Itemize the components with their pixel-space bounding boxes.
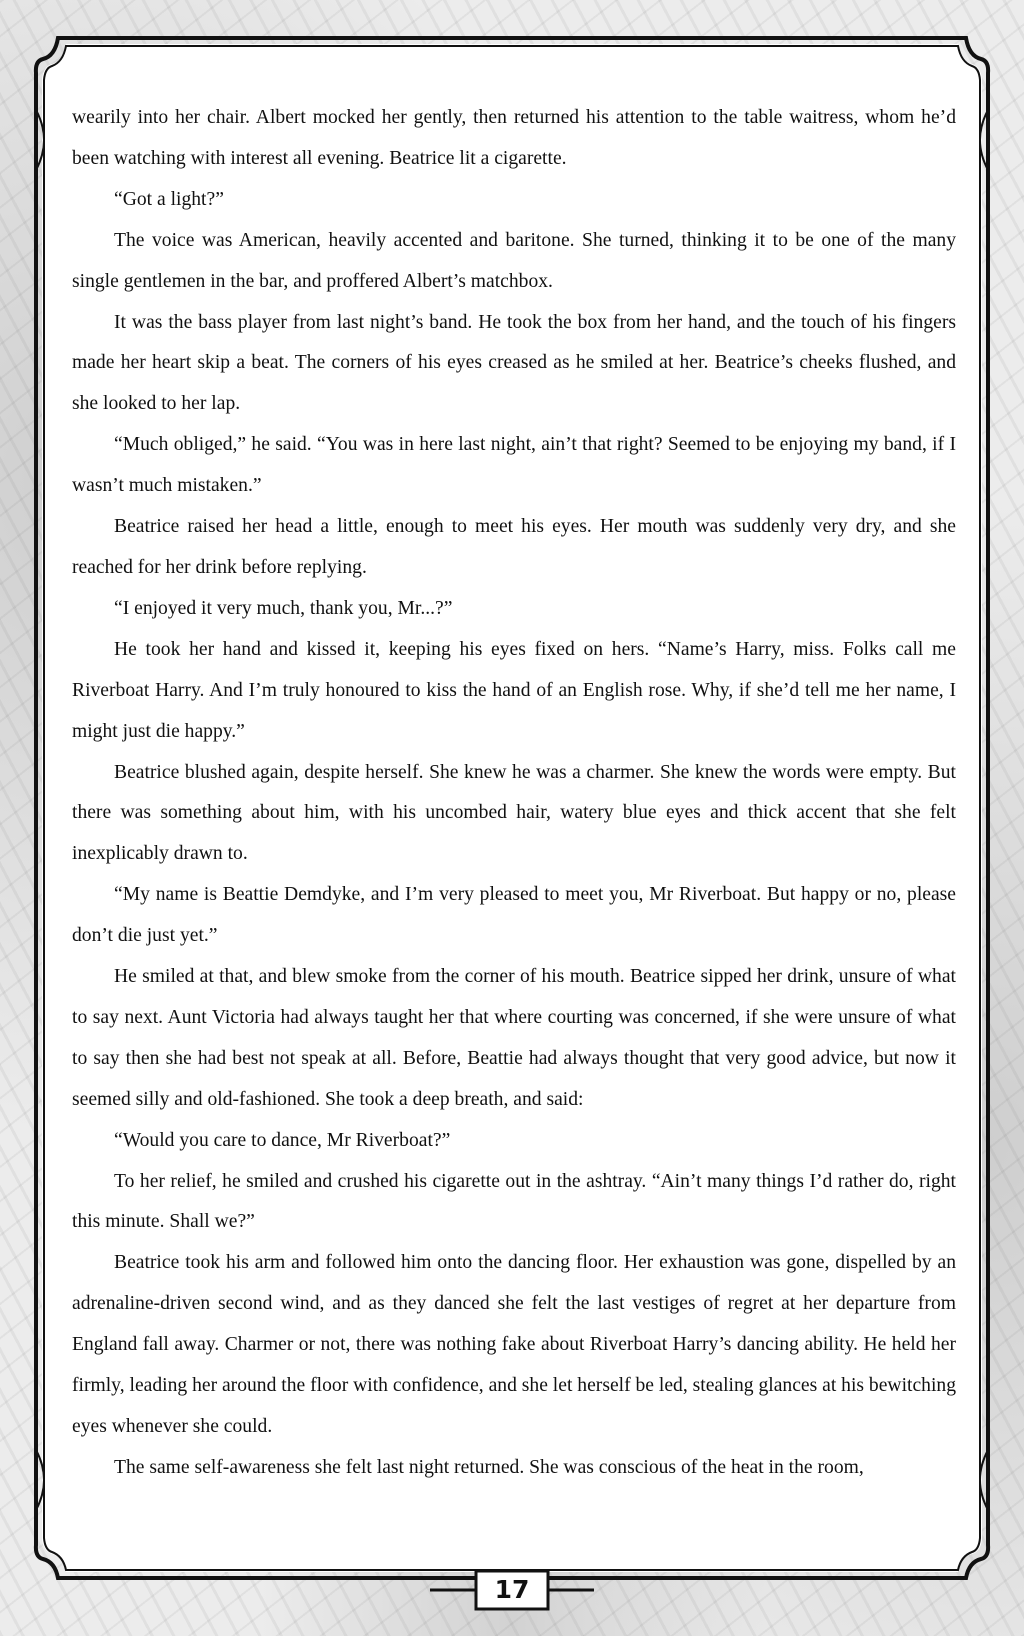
paragraph: He took her hand and kissed it, keeping his eyes fixed on hers. “Name’s Harry, miss. Folks call me Riverboat Harry. And I’m truly honoured to kiss the hand of an English rose. Why, if she’d tell me her name, I might just die happy.”: [72, 638, 956, 742]
book-page-text: [72, 98, 956, 1489]
paragraph: He smiled at that, and blew smoke from the corner of his mouth. Beatrice sipped her drink, unsure of what to say next. Aunt Victoria had always taught her that where courting was concerned, if she were unsure of what to say then she had best not speak at all. Before, Beattie had always thought that very good advice, but now it seemed silly and old-fashioned. She took a deep breath, and said:: [72, 966, 956, 1110]
paragraph: It was the bass player from last night’s band. He took the box from her hand, and the touch of his fingers made her heart skip a beat. The corners of his eyes creased as he smiled at her. Beatrice’s cheeks flushed, and she looked to her lap.: [72, 311, 956, 415]
paragraph: Beatrice raised her head a little, enough to meet his eyes. Her mouth was suddenly very dry, and she reached for her drink before replying.: [72, 516, 956, 578]
paragraph: Beatrice blushed again, despite herself. She knew he was a charmer. She knew the words were empty. But there was something about him, with his uncombed hair, watery blue eyes and thick accent that she felt inexplicably drawn to.: [72, 761, 956, 865]
paragraph: wearily into her chair. Albert mocked her gently, then returned his attention to the table waitress, whom he’d been watching with interest all evening. Beatrice lit a cigarette.: [72, 107, 956, 169]
paragraph: Beatrice took his arm and followed him onto the dancing floor. Her exhaustion was gone, dispelled by an adrenaline-driven second wind, and as they danced she felt the last vestiges of regret at her departure from England fall away. Charmer or not, there was nothing fake about Riverboat Harry’s dancing ability. He held her firmly, leading her around the floor with confidence, and she let herself be led, stealing glances at his bewitching eyes whenever she could.: [72, 1252, 956, 1437]
page-number: 17: [494, 1575, 530, 1604]
paragraph: The same self-awareness she felt last night returned. She was conscious of the heat in the room,: [114, 1456, 864, 1478]
paragraph: “My name is Beattie Demdyke, and I’m very pleased to meet you, Mr Riverboat. But happy or no, please don’t die just yet.”: [72, 884, 956, 947]
paragraph: “Would you care to dance, Mr Riverboat?”: [114, 1129, 451, 1151]
paragraph: “Much obliged,” he said. “You was in here last night, ain’t that right? Seemed to be enjoying my band, if I wasn’t much mistaken.”: [72, 434, 956, 497]
paragraph: To her relief, he smiled and crushed his cigarette out in the ashtray. “Ain’t many things I’d rather do, right this minute. Shall we?”: [72, 1170, 956, 1233]
paragraph: “Got a light?”: [114, 188, 224, 210]
paragraph: “I enjoyed it very much, thank you, Mr...?”: [114, 597, 453, 619]
paragraph: The voice was American, heavily accented and baritone. She turned, thinking it to be one of the many single gentlemen in the bar, and proffered Albert’s matchbox.: [72, 229, 956, 292]
